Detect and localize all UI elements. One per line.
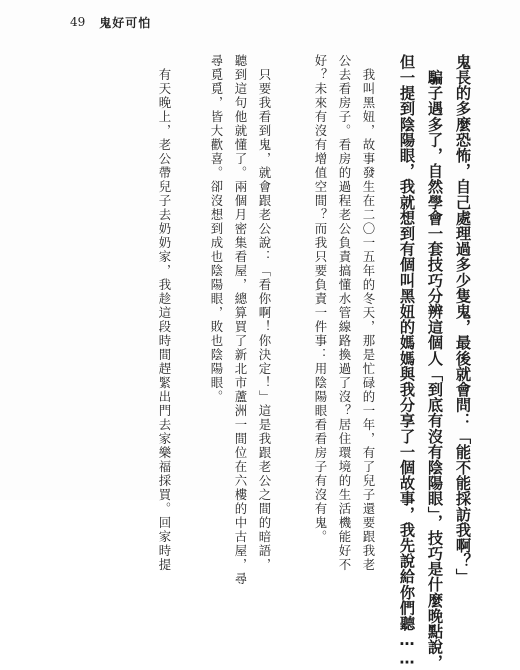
text-column: 尋覓覓，皆大歡喜。卻沒想到成也陰陽眼，敗也陰陽眼。 [209,54,224,404]
text-column: 只要我看到鬼，就會跟老公說：「看你啊！你決定！」這是我跟老公之間的暗語， [257,54,272,572]
text-column: 好？未來有沒有增值空間？而我只要負責一件事：用陰陽眼看看房子有沒有鬼。 [313,54,328,544]
body-text [50,54,472,670]
running-header [70,13,151,31]
text-column: 聽到這句他就懂了。兩個月密集看屋，總算買了新北市蘆洲一間位在六樓的中古屋，尋 [233,54,248,586]
text-column: 我叫黑妞，故事發生在二〇一五年的冬天，那是忙碌的一年，有了兒子還要跟我老 [361,54,376,572]
book-title: 鬼好可怕 [99,15,152,30]
text-column: 有天晚上，老公帶兒子去奶奶家，我趁這段時間趕緊出門去家樂福採買。回家時提 [157,54,172,572]
text-column: 騙子遇多了，自然學會一套技巧分辨這個人「到底有沒有陰陽眼」，技巧是什麼晚點說， [426,54,444,670]
text-column: 但一提到陰陽眼，我就想到有個叫黑妞的媽媽與我分享了一個故事，我先說給你們聽…… [398,54,416,668]
text-column: 鬼長的多麼恐怖，自己處理過多少隻鬼，最後就會問：「能不能採訪我啊？」 [454,54,472,585]
text-column: 公去看房子。看房的過程老公負責搞懂水管線路換過了沒？居住環境的生活機能好不 [337,54,352,572]
page-number: 49 [70,15,86,29]
